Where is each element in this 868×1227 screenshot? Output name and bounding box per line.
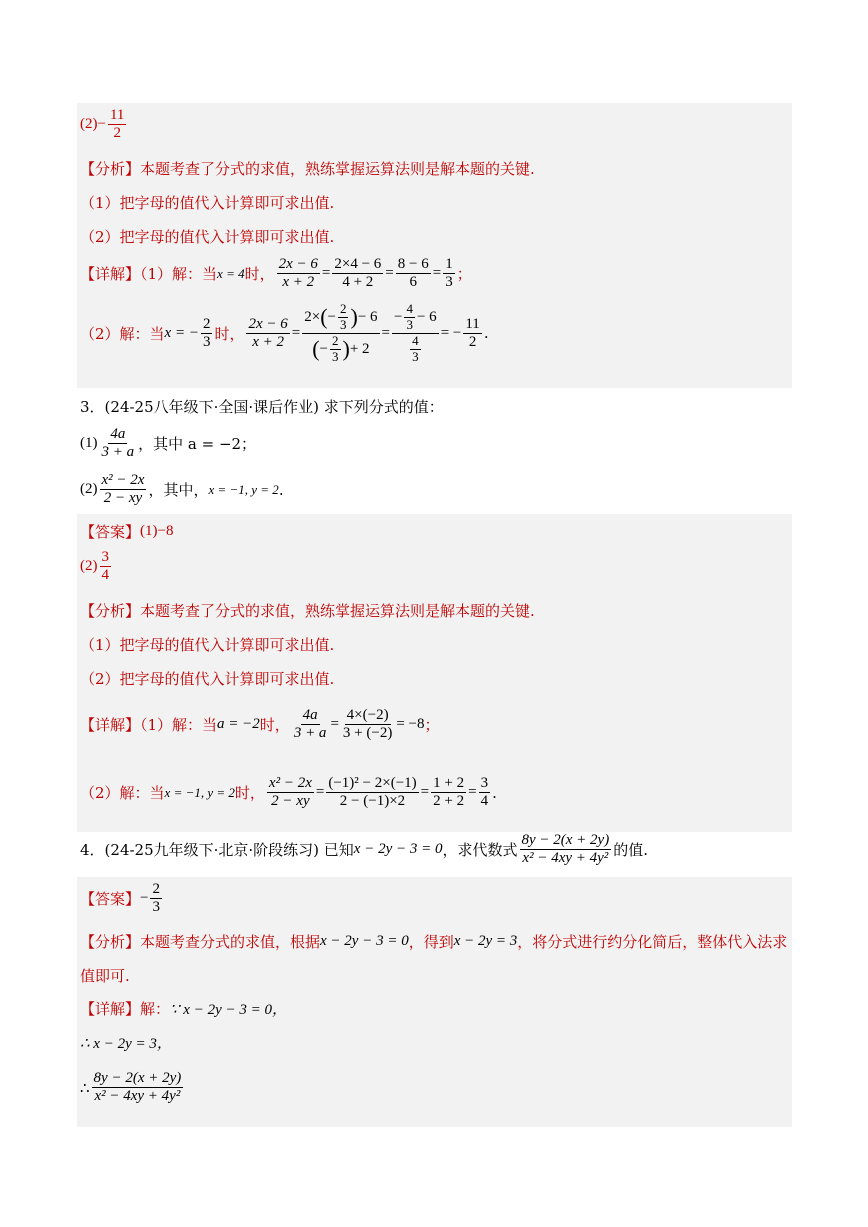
q2-step1: （1）把字母的值代入计算即可求出值.: [80, 194, 335, 212]
q2-detail2: （2）解：当 x = − $\frac{2}{3}$ 时， $\frac{2x - 6}{x + 2}$ = 2× ( − $\frac{2}{3}$ ) − 6 ( − $\frac{2}{3}$ ) + 2 = − $\frac{4}{3}$ − 6 $\frac{4}{3}$ = − $\frac{11}{2}$ .: [80, 301, 489, 364]
equation: $\frac{2x - 6}{x + 2}$ = 2× ( − $\frac{2}{3}$ ) − 6 ( − $\frac{2}{3}$ ) + 2 = − $\frac{4}{3}$ − 6 $\frac{4}{3}$ = − $\frac{11}{2}$ .: [248, 301, 489, 364]
q4-detail-line3: ∴ $\frac{8y - 2(x + 2y)}{\text{x² − 4xy + 4y²}}$: [80, 1070, 182, 1105]
equation: $\frac{4a}{3 + a}$ = $\frac{4\times(-2)}{3 + (-2)}$ = −8: [293, 707, 425, 742]
q3-detail1: 【详解】（1）解：当 a = −2 时， $\frac{4a}{3 + a}$ = $\frac{4\times(-2)}{3 + (-2)}$ = −8 ；: [80, 707, 440, 742]
fraction: $\frac{11}{2}$: [109, 107, 125, 142]
equation: $\frac{\text{x² − 2x}}{2 - xy}$ = $\frac{\text{(−1)² − 2×(−1)}}{2 - (-1)\times 2}$ = $\frac{1 + 2}{2 + 2}$ = $\frac{3}{4}$ .: [268, 775, 497, 810]
q3-answer2: (2) $\frac{3}{4}$: [80, 549, 109, 584]
q4-detail: 【详解】解： ∵ x − 2y − 3 = 0，: [80, 1000, 287, 1018]
q3-part2: (2) $\frac{\text{x² − 2x}}{2 - xy}$ ，其中， x = −1, y = 2 .: [80, 472, 284, 507]
q2-step2: （2）把字母的值代入计算即可求出值.: [80, 228, 335, 246]
q4-answer: 【答案】 − $\frac{2}{3}$: [80, 881, 160, 916]
q4-detail-line2: ∴ x − 2y = 3，: [80, 1036, 172, 1052]
q4-stem: 4．(24-25九年级下·北京·阶段练习) 已知 x − 2y − 3 = 0 ，求代数式 $\frac{8y - 2(x + 2y)}{\text{x² − 4xy + 4y²}}$ 的值.: [80, 832, 648, 867]
q4-analysis-line1: 【分析】本题考查分式的求值，根据 x − 2y − 3 = 0 ，得到 x − 2y = 3 ，将分式进行约分化简后，整体代入法求: [80, 933, 788, 951]
q3-step1: （1）把字母的值代入计算即可求出值.: [80, 636, 335, 654]
q3-answer1: 【答案】 (1)−8: [80, 523, 174, 541]
q3-detail2: （2）解：当 x = −1, y = 2 时， $\frac{\text{x² − 2x}}{2 - xy}$ = $\frac{\text{(−1)² − 2×(−1)}}{2 - (-1)\times 2}$ = $\frac{1 + 2}{2 + 2}$ = $\frac{3}{4}$ .: [80, 775, 497, 810]
equation: $\frac{2x - 6}{x + 2}$ = $\frac{2\times 4 - 6}{4 + 2}$ = $\frac{8 - 6}{6}$ = $\frac{1}{3}$: [278, 256, 453, 291]
q3-analysis: 【分析】本题考查了分式的求值，熟练掌握运算法则是解本题的关键.: [80, 602, 535, 620]
q2-analysis: 【分析】本题考查了分式的求值，熟练掌握运算法则是解本题的关键.: [80, 160, 535, 178]
q3-stem: 3．(24-25八年级下·全国·课后作业) 求下列分式的值：: [80, 398, 444, 416]
q3-part1: (1) $\frac{4a}{3 + a}$ ，其中 a = −2；: [80, 426, 257, 461]
q2-answer-part2: (2) − $\frac{11}{2}$: [80, 107, 125, 142]
q4-analysis-line2: 值即可.: [80, 967, 130, 985]
q2-detail1: 【详解】（1）解：当 x = 4 时， $\frac{2x - 6}{x + 2}$ = $\frac{2\times 4 - 6}{4 + 2}$ = $\frac{8 - 6}{6}$ = $\frac{1}{3}$ ；: [80, 256, 472, 291]
q3-step2: （2）把字母的值代入计算即可求出值.: [80, 670, 335, 688]
